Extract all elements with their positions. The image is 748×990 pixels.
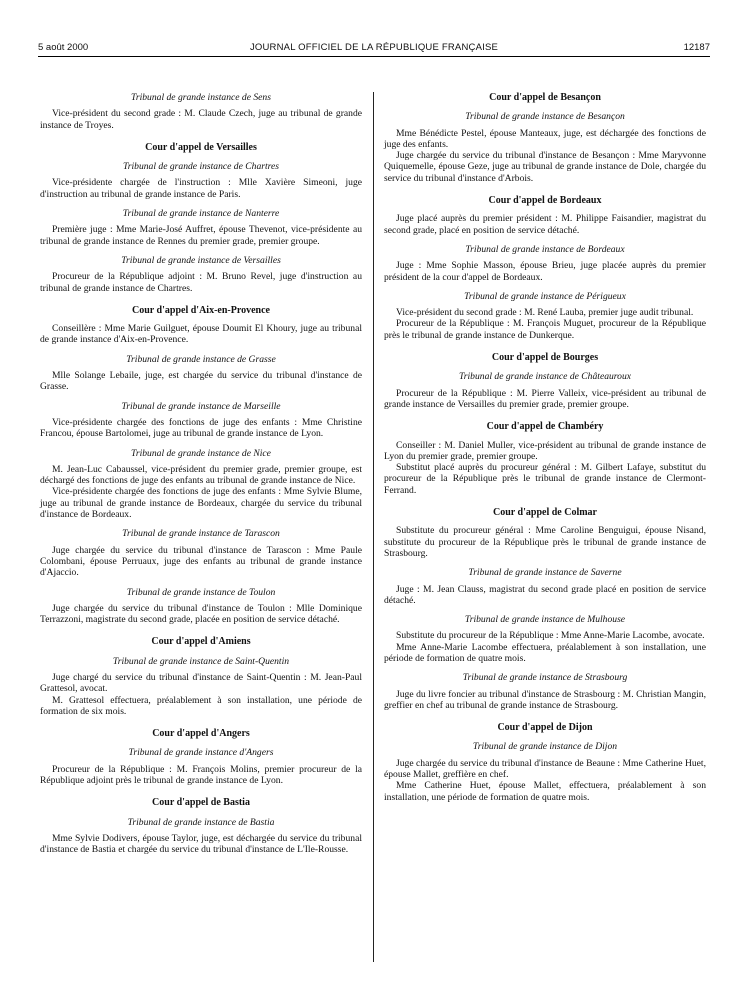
appointment-paragraph: Mme Anne-Marie Lacombe effectuera, préalablement à son installation, une période de formation de quatre mois.: [384, 641, 706, 664]
tribunal-heading: Tribunal de grande instance de Dijon: [472, 741, 618, 753]
appointment-paragraph: Juge du livre foncier au tribunal d'instance de Strasbourg : M. Christian Mangin, greffier en chef au tribunal de grande instance de Strasbourg.: [384, 688, 706, 711]
appointment-paragraph: Juge chargée du service du tribunal d'instance de Toulon : Mlle Dominique Terrazzoni, magistrate du second grade, placée en position de service détaché.: [40, 602, 362, 626]
appointment-paragraph: Procureur de la République adjoint : M. Bruno Revel, juge d'instruction au tribunal de grande instance de Chartres.: [40, 271, 362, 294]
issue-date: 5 août 2000: [38, 42, 89, 53]
appointment-paragraph: Juge chargée du service du tribunal d'instance de Besançon : Mme Maryvonne Quiquemelle, épouse Geze, juge au tribunal de grande instance de Dole, chargée du service du tribunal d'instance d'Arbois.: [384, 150, 706, 184]
appointment-paragraph: Procureur de la République : M. François Molins, premier procureur de la République adjoint près le tribunal de grande instance de Lyon.: [40, 763, 362, 787]
appointment-paragraph: Juge chargé du service du tribunal d'instance de Saint-Quentin : M. Jean-Paul Grattesol, avocat.: [40, 671, 362, 695]
appointment-paragraph: Conseillère : Mme Marie Guilguet, épouse Doumit El Khoury, juge au tribunal de grande instance d'Aix-en-Provence.: [40, 323, 362, 346]
appointment-paragraph: Juge placé auprès du premier président : M. Philippe Faisandier, magistrat du second grade, placé en position de service détaché.: [384, 213, 706, 236]
tribunal-heading: Tribunal de grande instance de Nanterre: [122, 208, 280, 220]
appointment-paragraph: Première juge : Mme Marie-José Auffret, épouse Thevenot, vice-présidente au tribunal de grande instance de Rennes du premier grade, premier groupe.: [40, 224, 362, 247]
court-heading: Cour d'appel de Bourges: [491, 352, 599, 364]
appointment-paragraph: M. Jean-Luc Cabaussel, vice-président du premier grade, premier groupe, est déchargé des fonctions de juge des enfants au tribunal de grande instance de Nice.: [40, 463, 362, 487]
appointment-paragraph: Vice-président du second grade : M. René Lauba, premier juge audit tribunal.: [396, 307, 694, 319]
appointment-paragraph: Procureur de la République : M. Pierre Valleix, vice-président au tribunal de grande instance de Versailles du premier grade, premier groupe.: [384, 387, 706, 410]
appointment-paragraph: Mme Sylvie Dodivers, épouse Taylor, juge, est déchargée du service du tribunal d'instance de Bastia et chargée du service du tribunal d'instance de L'Ile-Rousse.: [40, 832, 362, 856]
tribunal-heading: Tribunal de grande instance de Tarascon: [122, 528, 280, 540]
appointment-paragraph: Mme Catherine Huet, épouse Mallet, effectuera, préalablement à son installation, une période de formation de quatre mois.: [384, 780, 706, 803]
tribunal-heading: Tribunal de grande instance de Bastia: [127, 816, 275, 828]
page-header: [38, 40, 710, 56]
court-heading: Cour d'appel de Bastia: [152, 797, 250, 809]
tribunal-heading: Tribunal de grande instance de Châteauroux: [458, 371, 632, 383]
tribunal-heading: Tribunal de grande instance de Besançon: [465, 111, 625, 123]
tribunal-heading: Tribunal de grande instance de Strasbourg: [462, 672, 628, 684]
header-rule: [38, 56, 710, 57]
appointment-paragraph: Juge : Mme Sophie Masson, épouse Brieu, juge placée auprès du premier président de la cour d'appel de Bordeaux.: [384, 260, 706, 283]
court-heading: Cour d'appel de Colmar: [493, 507, 597, 519]
appointment-paragraph: Juge chargée du service du tribunal d'instance de Beaune : Mme Catherine Huet, épouse Mallet, greffière en chef.: [384, 757, 706, 781]
appointment-paragraph: M. Grattesol effectuera, préalablement à son installation, une période de formation de six mois.: [40, 694, 362, 717]
right-column: [384, 92, 706, 803]
appointment-paragraph: Substitute du procureur général : Mme Caroline Benguigui, épouse Nisand, substitute du procureur de la République près le tribunal de grande instance de Strasbourg.: [384, 525, 706, 559]
court-heading: Cour d'appel de Bordeaux: [488, 195, 602, 207]
appointment-paragraph: Juge chargée du service du tribunal d'instance de Tarascon : Mme Paule Colombani, épouse Perruaux, juge des enfants au tribunal de grande instance d'Ajaccio.: [40, 544, 362, 579]
appointment-paragraph: Mme Bénédicte Pestel, épouse Manteaux, juge, est déchargée des fonctions de juge des enfants.: [384, 127, 706, 150]
appointment-paragraph: Vice-présidente chargée de l'instruction : Mlle Xavière Simeoni, juge d'instruction au tribunal de grande instance de Paris.: [40, 177, 362, 200]
court-heading: Cour d'appel de Dijon: [497, 722, 593, 734]
tribunal-heading: Tribunal de grande instance de Chartres: [122, 161, 280, 173]
appointment-paragraph: Procureur de la République : M. François Muguet, procureur de la République près le tribunal de grande instance de Dunkerque.: [384, 318, 706, 341]
appointment-paragraph: Mlle Solange Lebaile, juge, est chargée du service du tribunal d'instance de Grasse.: [40, 370, 362, 393]
appointment-paragraph: Vice-président du second grade : M. Claude Czech, juge au tribunal de grande instance de Troyes.: [40, 108, 362, 131]
appointment-paragraph: Substitut placé auprès du procureur général : M. Gilbert Lafaye, substitut du procureur de la République près le tribunal de grande instance de Clermont-Ferrand.: [384, 462, 706, 496]
left-column: [40, 92, 362, 856]
court-heading: Cour d'appel d'Aix-en-Provence: [132, 304, 270, 316]
appointment-paragraph: Conseiller : M. Daniel Muller, vice-président au tribunal de grande instance de Lyon du premier grade, premier groupe.: [384, 439, 706, 462]
tribunal-heading: Tribunal de grande instance de Mulhouse: [464, 614, 626, 626]
page-number: 12187: [683, 42, 710, 53]
court-heading: Cour d'appel de Versailles: [145, 141, 257, 153]
tribunal-heading: Tribunal de grande instance de Nice: [131, 447, 271, 459]
court-heading: Cour d'appel d'Amiens: [151, 636, 251, 648]
appointment-paragraph: Vice-présidente chargée des fonctions de juge des enfants : Mme Christine Francou, épouse Bartolomei, juge au tribunal de grande instance de Lyon.: [40, 416, 362, 440]
tribunal-heading: Tribunal de grande instance de Grasse: [126, 353, 276, 365]
tribunal-heading: Tribunal de grande instance de Saverne: [468, 567, 622, 579]
appointment-paragraph: Vice-présidente chargée des fonctions de juge des enfants : Mme Sylvie Blume, juge au tribunal de grande instance de Bordeaux, chargée du service du tribunal d'instance de Bordeaux.: [40, 486, 362, 521]
court-heading: Cour d'appel de Besançon: [489, 92, 601, 103]
appointment-paragraph: Substitute du procureur de la République : Mme Anne-Marie Lacombe, avocate.: [396, 630, 705, 642]
tribunal-heading: Tribunal de grande instance de Toulon: [126, 586, 276, 598]
tribunal-heading: Tribunal de grande instance de Sens: [131, 92, 271, 103]
appointment-paragraph: Juge : M. Jean Clauss, magistrat du second grade placé en position de service détaché.: [384, 583, 706, 606]
tribunal-heading: Tribunal de grande instance de Bordeaux: [465, 243, 625, 255]
journal-title: JOURNAL OFFICIEL DE LA RÉPUBLIQUE FRANÇAISE: [249, 42, 499, 53]
court-heading: Cour d'appel de Chambéry: [486, 421, 604, 433]
tribunal-heading: Tribunal de grande instance d'Angers: [128, 747, 274, 759]
tribunal-heading: Tribunal de grande instance de Périgueux: [464, 290, 626, 302]
tribunal-heading: Tribunal de grande instance de Saint-Quentin: [112, 655, 290, 667]
tribunal-heading: Tribunal de grande instance de Versailles: [121, 254, 281, 266]
column-divider: [373, 92, 374, 962]
court-heading: Cour d'appel d'Angers: [152, 728, 250, 740]
tribunal-heading: Tribunal de grande instance de Marseille: [121, 400, 281, 412]
